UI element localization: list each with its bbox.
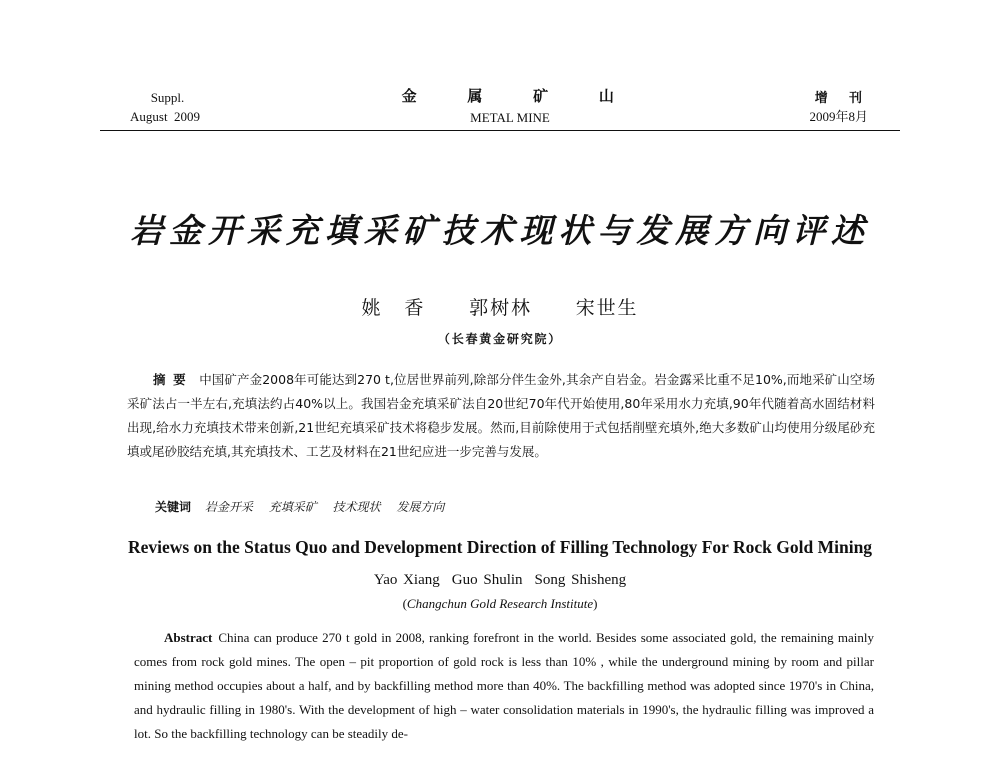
abstract-cn-text: 中国矿产金2008年可能达到270 t,位居世界前列,除部分伴生金外,其余产自岩金。岩金露采比重不足10%,而地采矿山空场采矿法占一半左右,充填法约占40%以上。我国岩金充填采矿法自20世纪70年代开始使用,80年采用水力充填,90年代随着高水固结材料出现,给水力充填技术带来创新,21世纪充填采矿技术将稳步发展。然而,目前除使用于式包括削壁充填外,绝大多数矿山均使用分级尾砂充填或尾砂胶结充填,其充填技术、工艺及材料在21世纪应进一步完善与发展。 [127,372,875,459]
issue-date-en: August 2009 [130,109,201,124]
keyword: 发展方向 [396,500,445,514]
supplement-label-cn: 增 刊 [814,90,862,105]
journal-name-en: METAL MINE [470,110,550,125]
abstract-cn-label: 摘要 [153,372,194,387]
journal-name [400,86,620,127]
keywords-cn [155,496,875,518]
abstract-en-text: China can produce 270 t gold in 2008, ranking forefront in the world. Besides some associated gold, the remaining mainly comes from rock gold mines. The open – pit proportion of gold rock is less than 10% , while the underground mining by room and pillar mining method occupies about a half, and by backfilling method more than 40%. The backfilling method was adopted since 1970's in China, and hydraulic filling in 1980's. With the development of high – water consolidation materials in 1990's, the hydraulic filling was improved a lot. So the backfilling technology can be steadily de- [134,630,874,741]
keyword: 充填采矿 [268,500,317,514]
keyword: 技术现状 [332,500,381,514]
affiliation-en-text: Changchun Gold Research Institute [406,596,594,611]
abstract-cn [127,368,875,464]
affiliation-en: (Changchun Gold Research Institute) [402,596,598,611]
keywords-cn-label: 关键词 [155,500,192,514]
affiliation-cn: （长春黄金研究院） [437,332,563,346]
abstract-en [134,626,874,746]
author-name: Guo Shulin [451,572,523,588]
authors-cn: 姚 香 郭树林 宋世生 [361,297,639,319]
article-title-en: Reviews on the Status Quo and Development Direction of Filling Technology For Rock Gold Mining [127,537,873,557]
journal-name-cn: 金 属 矿 山 [401,89,619,105]
abstract-en-label: Abstract [164,630,213,645]
header-right [708,88,868,126]
author-name: Song Shisheng [534,572,627,588]
header-left [130,88,260,126]
header-rule [100,130,900,131]
supplement-label: Suppl. [150,90,185,105]
issue-date-cn: 2009年8月 [809,109,868,124]
article-title-cn: 岩金开采充填采矿技术现状与发展方向评述 [130,211,870,250]
author-name: Yao Xiang [373,572,440,588]
keyword: 岩金开采 [204,500,253,514]
authors-en [100,572,900,589]
